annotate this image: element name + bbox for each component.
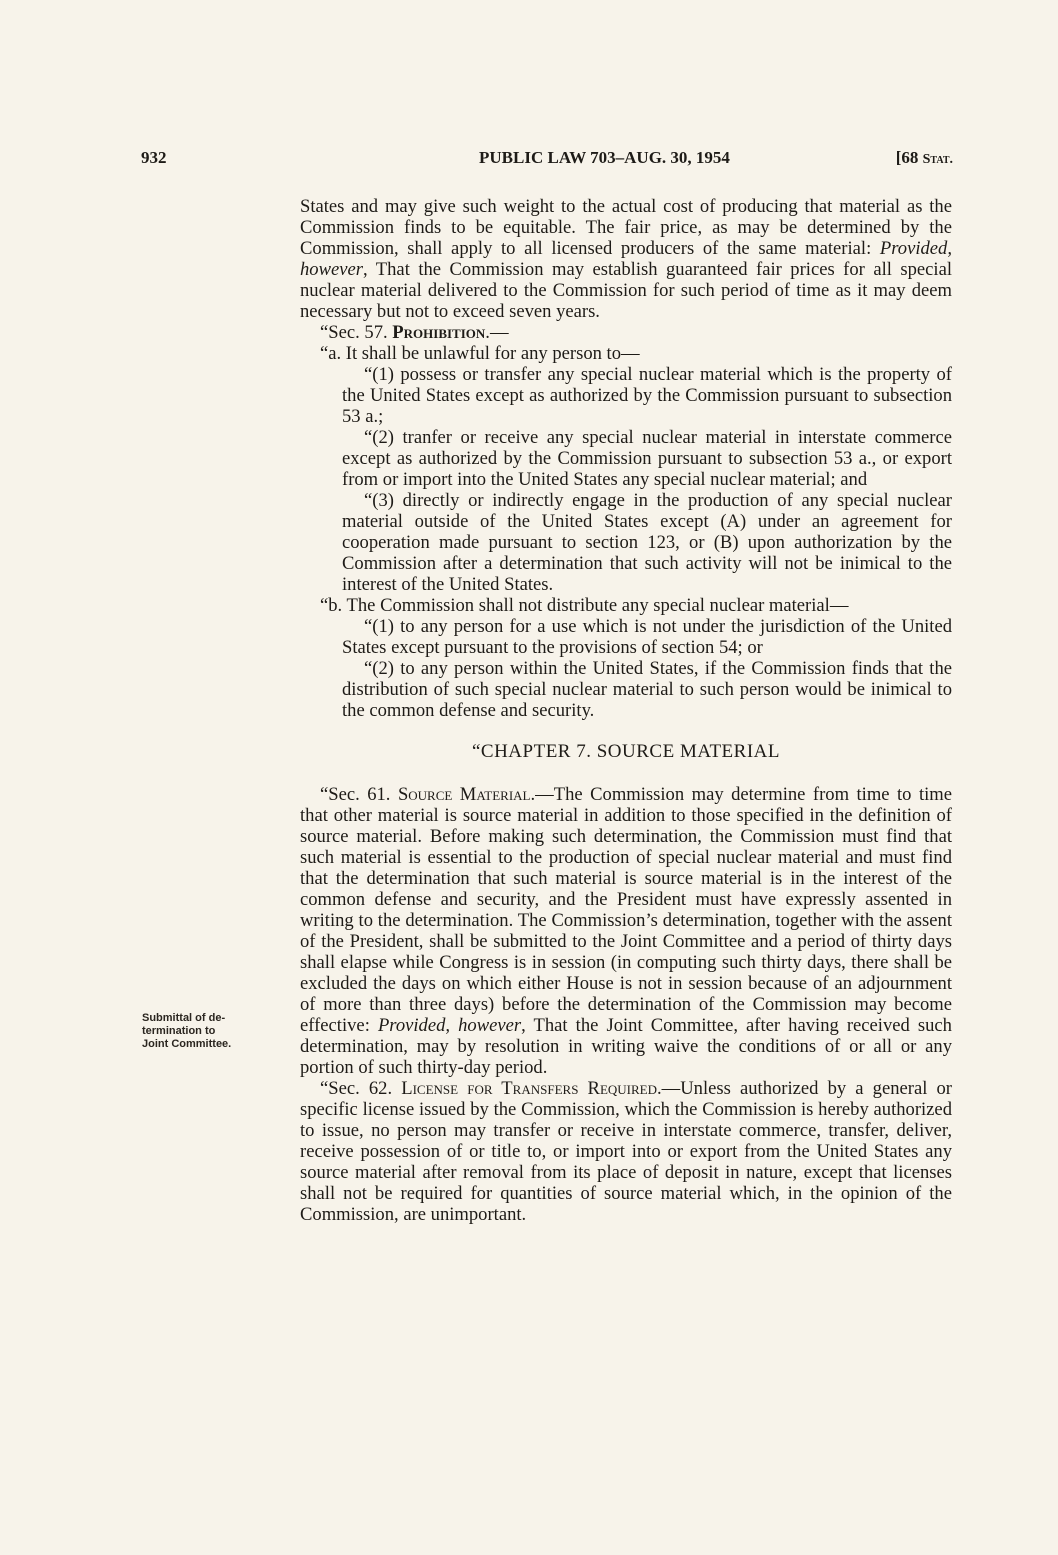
chapter-heading: “CHAPTER 7. SOURCE MATERIAL: [471, 741, 780, 762]
section-57-heading: [300, 322, 952, 343]
section-number: “Sec. 62.: [320, 1078, 402, 1099]
page-number: 932: [141, 148, 167, 167]
text-run: , That the Joint Committee, after having received such determination, may by resolution in writing waive the conditions of or all or any portion of such thirty-day period.: [300, 1015, 952, 1078]
clause-a-2: “(2) tranfer or receive any special nuclear material in interstate commerce except as authorized by the Commission pursuant to subsection 53 a., or export from or import into the United States any special nuclear material; and: [342, 427, 952, 490]
section-title: Source Material: [397, 784, 531, 805]
text-run: .—: [485, 322, 509, 343]
italic-provided: Provided, however: [300, 238, 952, 280]
section-title: Prohibition: [392, 322, 486, 343]
clause-a-3: “(3) directly or indirectly engage in the production of any special nuclear material outside of the United States except (A) under an agreement for cooperation made pursuant to section 123, or (B) upon authorization by the Commission after a determination that such activity will not be inimical to the interest of the United States.: [342, 490, 952, 595]
statute-label: Stat.: [922, 152, 953, 167]
page-header: [141, 148, 953, 174]
margin-note-line: termination to: [142, 1025, 216, 1037]
italic-provided: Provided, however: [377, 1015, 522, 1036]
margin-note-line: Joint Committee.: [142, 1038, 232, 1050]
clause-b-1: “(1) to any person for a use which is not under the jurisdiction of the United States except pursuant to the provisions of section 54; or: [342, 616, 952, 658]
body-text: [300, 196, 952, 1225]
section-number: “Sec. 61.: [320, 784, 398, 805]
statute-reference: [896, 148, 953, 168]
section-62: [300, 1078, 952, 1225]
clause-b-2: “(2) to any person within the United States, if the Commission finds that the distribution of such special nuclear material to such person would be inimical to the common defense and security.: [342, 658, 952, 721]
margin-note-line: Submittal of de-: [142, 1012, 226, 1024]
margin-note: [142, 1012, 292, 1051]
text-run: .—Unless authorized by a general or specific license issued by the Commission, which the Commission is hereby authorized to issue, no person may transfer or receive in interstate commerce, transfer, deliver, receive possession of or title to, or import into or export from the United States any source material after removal from its place of deposit in nature, except that licenses shall not be required for quantities of source material which, in the opinion of the Commission, are unimportant.: [300, 1078, 952, 1225]
running-head: PUBLIC LAW 703–AUG. 30, 1954: [479, 148, 730, 167]
subsection-b: “b. The Commission shall not distribute any special nuclear material—: [320, 595, 849, 616]
text-run: .—The Commission may determine from time to time that other material is source material in addition to those specified in the definition of source material. Before making such determination, the Commission must find that such material is essential to the production of special nuclear material and must find that the determination that such material is source material is in the interest of the common defense and security, and the President must have expressly assented in writing to the determination. The Commission’s determination, together with the assent of the President, shall be submitted to the Joint Committee and a period of thirty days shall elapse while Congress is in session (in computing such thirty days, there shall be excluded the days on which either House is not in session because of an adjournment of more than three days) before the determination of the Commission may become effective:: [300, 784, 952, 1036]
text-run: , That the Commission may establish guaranteed fair prices for all special nuclear material delivered to the Commission for such period of time as it may deem necessary but not to exceed seven years.: [300, 259, 952, 322]
text-run: States and may give such weight to the actual cost of producing that material as the Commission finds to be equitable. The fair price, as may be determined by the Commission, shall apply to all licensed producers of the same material:: [300, 196, 952, 259]
subsection-a: “a. It shall be unlawful for any person to—: [320, 343, 640, 364]
paragraph-continuation: [300, 196, 952, 322]
section-61: [300, 784, 952, 1078]
statute-volume: [68: [895, 148, 923, 167]
section-number: “Sec. 57.: [320, 322, 393, 343]
clause-a-1: “(1) possess or transfer any special nuclear material which is the property of the United States except as authorized by the Commission pursuant to subsection 53 a.;: [342, 364, 952, 427]
section-title: License for Transfers Required: [401, 1078, 657, 1099]
